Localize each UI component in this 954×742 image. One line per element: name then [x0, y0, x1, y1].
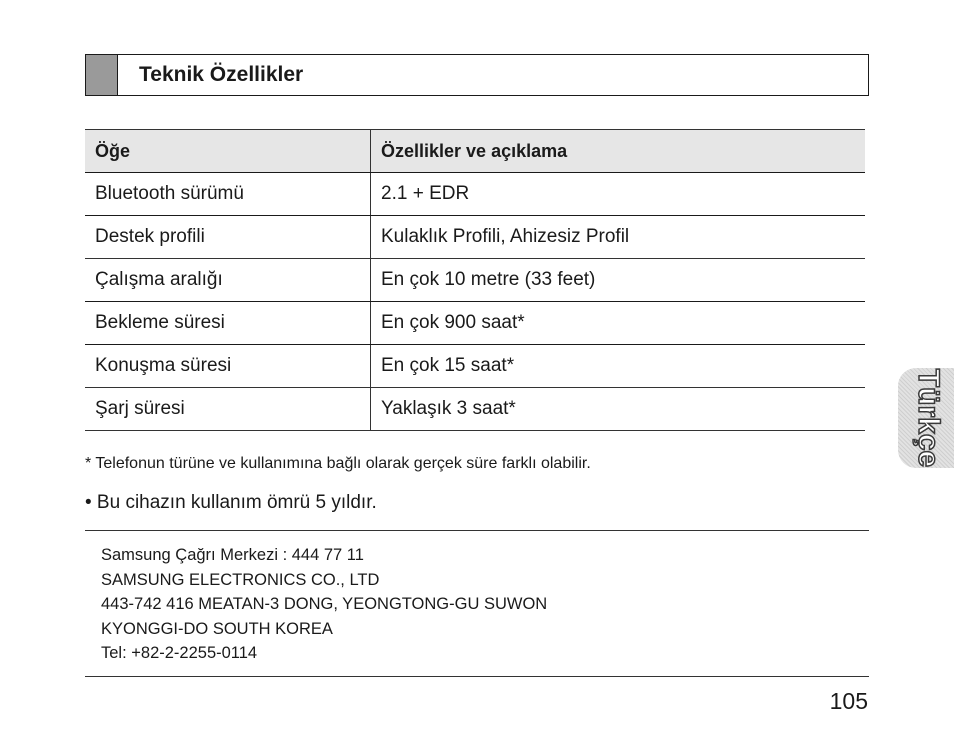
table-row — [85, 388, 865, 431]
row-value: 2.1 + EDR — [371, 173, 866, 216]
address-line: 443-742 416 MEATAN-3 DONG, YEONGTONG-GU SUWON — [101, 595, 548, 613]
row-value: Kulaklık Profili, Ahizesiz Profil — [371, 216, 866, 259]
table-row — [85, 345, 865, 388]
table-header-row — [85, 130, 865, 173]
address-line: Tel: +82-2-2255-0114 — [101, 644, 258, 662]
lifespan-note: • Bu cihazın kullanım ömrü 5 yıldır. — [85, 492, 377, 513]
table-row — [85, 216, 865, 259]
footnote: * Telefonun türüne ve kullanımına bağlı olarak gerçek süre farklı olabilir. — [85, 455, 591, 472]
row-label: Destek profili — [85, 216, 371, 259]
row-label: Çalışma aralığı — [85, 259, 371, 302]
table-row — [85, 302, 865, 345]
table-row — [85, 173, 865, 216]
address-line: SAMSUNG ELECTRONICS CO., LTD — [101, 570, 380, 589]
title-marker-square — [86, 55, 118, 95]
row-value: En çok 15 saat* — [371, 345, 866, 388]
row-label: Bekleme süresi — [85, 302, 371, 345]
table-row — [85, 259, 865, 302]
address-line: KYONGGI-DO SOUTH KOREA — [101, 619, 333, 638]
row-label: Konuşma süresi — [85, 345, 371, 388]
page-number: 105 — [829, 688, 868, 714]
divider-top — [85, 530, 869, 531]
header-item: Öğe — [85, 130, 371, 173]
row-value: En çok 900 saat* — [371, 302, 866, 345]
address-block — [101, 543, 547, 666]
section-title-bar — [85, 54, 869, 96]
spec-table — [85, 129, 865, 431]
row-value: En çok 10 metre (33 feet) — [371, 259, 866, 302]
row-label: Bluetooth sürümü — [85, 173, 371, 216]
address-line: Samsung Çağrı Merkezi : 444 77 11 — [101, 546, 364, 564]
language-tab-label: Türkçe — [912, 368, 945, 468]
divider-bottom — [85, 676, 869, 677]
header-spec: Özellikler ve açıklama — [371, 130, 866, 173]
row-value: Yaklaşık 3 saat* — [371, 388, 866, 431]
section-title: Teknik Özellikler — [139, 63, 304, 86]
language-tab — [898, 368, 954, 468]
row-label: Şarj süresi — [85, 388, 371, 431]
